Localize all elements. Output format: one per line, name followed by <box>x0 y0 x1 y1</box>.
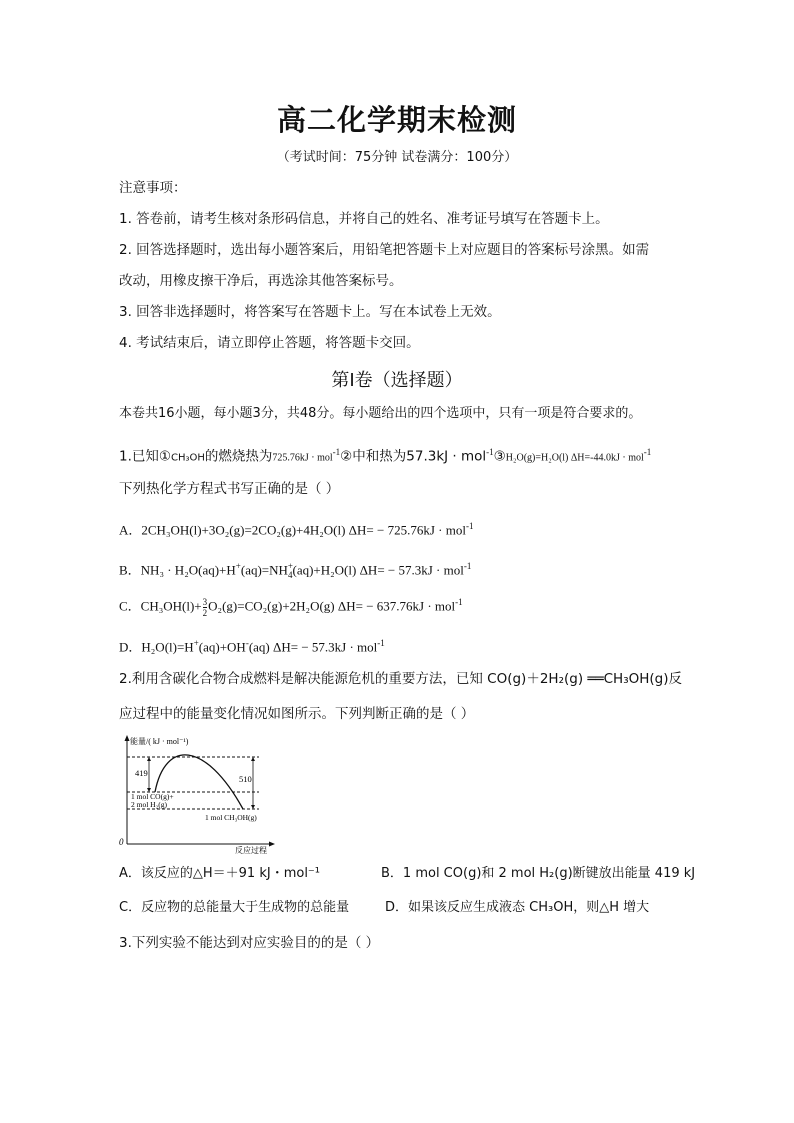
q1-question: 下列热化学方程式书写正确的是（ ） <box>119 481 340 497</box>
note-item: 1. 答卷前，请考生核对条形码信息，并将自己的姓名、准考证号填写在答题卡上。 <box>119 211 609 227</box>
q1-option-d: D．H₂O(l)=H+(aq)+OH-(aq) ΔH= − 57.3kJ · mol$^{-1}$ <box>119 638 385 655</box>
fraction: $\frac{3}{2}$ <box>202 596 208 618</box>
energy-diagram <box>117 732 277 854</box>
note-item: 改动，用橡皮擦干净后，再选涂其他答案标号。 <box>119 273 403 289</box>
y-axis-label: 能量/( kJ · mol⁻¹) <box>130 737 189 746</box>
page-title: 高二化学期末检测 <box>276 103 517 137</box>
origin-label: 0 <box>119 837 124 847</box>
note-item: 3. 回答非选择题时，将答案写在答题卡上。写在本试卷上无效。 <box>119 304 501 320</box>
x-axis-arrow <box>269 842 275 847</box>
q1-stem: 1.已知①CH₃OH的燃烧热为725.76kJ · mol$^{-1}$②中和热为57.3kJ · mol$^{-1}$③H₂O(g)=H₂O(l) ΔH=-44.0kJ · mol$^{-1}$ <box>119 447 652 465</box>
q2-option-c: C．反应物的总能量大于生成物的总能量 <box>119 900 350 915</box>
x-axis-label: 反应过程 <box>235 846 267 854</box>
note-item: 4. 考试结束后，请立即停止答题，将答题卡交回。 <box>119 335 420 351</box>
ea-arrow-head <box>147 757 151 761</box>
label-510: 510 <box>239 774 252 784</box>
label-reactant-1: 1 mol CO(g)+ <box>131 792 174 801</box>
q2-option-d: D．如果该反应生成液态 CH₃OH，则△H 增大 <box>385 900 650 915</box>
note-item: 2. 回答选择题时，选出每小题答案后，用铅笔把答题卡上对应题目的答案标号涂黑。如需 <box>119 242 650 258</box>
q1-option-b: B．$NH_3 \cdot H_2O(aq)+H^+(aq)=NH^+_4(aq)+H_2O(l) \Delta H= - 57.3kJ \cdot mol^{-1}$ <box>119 561 472 580</box>
section-intro: 本卷共16小题，每小题3分，共48分。每小题给出的四个选项中，只有一项是符合要求的。 <box>119 406 642 421</box>
exam-info: （考试时间：75分钟 试卷满分：100分） <box>276 150 518 165</box>
label-419: 419 <box>135 768 148 778</box>
label-reactant-2: 2 mol H₂(g) <box>131 800 167 809</box>
ea2-arrow-head <box>251 757 255 761</box>
q1-option-a: A．2CH₃OH(l)+3O₂(g)=2CO₂(g)+4H₂O(l) ΔH= − 725.76kJ · mol$^{-1}$ <box>119 521 474 538</box>
q1-option-c: C．CH₃OH(l)+ $\frac{3}{2}$ O₂(g)=CO₂(g)+2H₂O(g) ΔH= − 637.76kJ · mol$^{-1}$ <box>119 596 463 618</box>
label-product: 1 mol CH₃OH(g) <box>205 813 257 822</box>
section-title: 第Ⅰ卷（选择题） <box>331 370 463 391</box>
q2-option-b: B．1 mol CO(g)和 2 mol H₂(g)断键放出能量 419 kJ <box>381 866 696 881</box>
y-axis-arrow <box>125 735 130 741</box>
q2-stem-line2: 应过程中的能量变化情况如图所示。下列判断正确的是（ ） <box>119 706 475 722</box>
notes-heading: 注意事项： <box>119 180 187 196</box>
q3-stem: 3.下列实验不能达到对应实验目的的是（ ） <box>119 935 380 951</box>
q2-option-a: A．该反应的△H＝＋91 kJ・mol⁻¹ <box>119 866 321 881</box>
ea2-arrow-tail <box>251 805 255 809</box>
q2-stem-line1: 2.利用含碳化合物合成燃料是解决能源危机的重要方法，已知 CO(g)＋2H₂(g) ══CH₃OH(g)反 <box>119 671 682 687</box>
